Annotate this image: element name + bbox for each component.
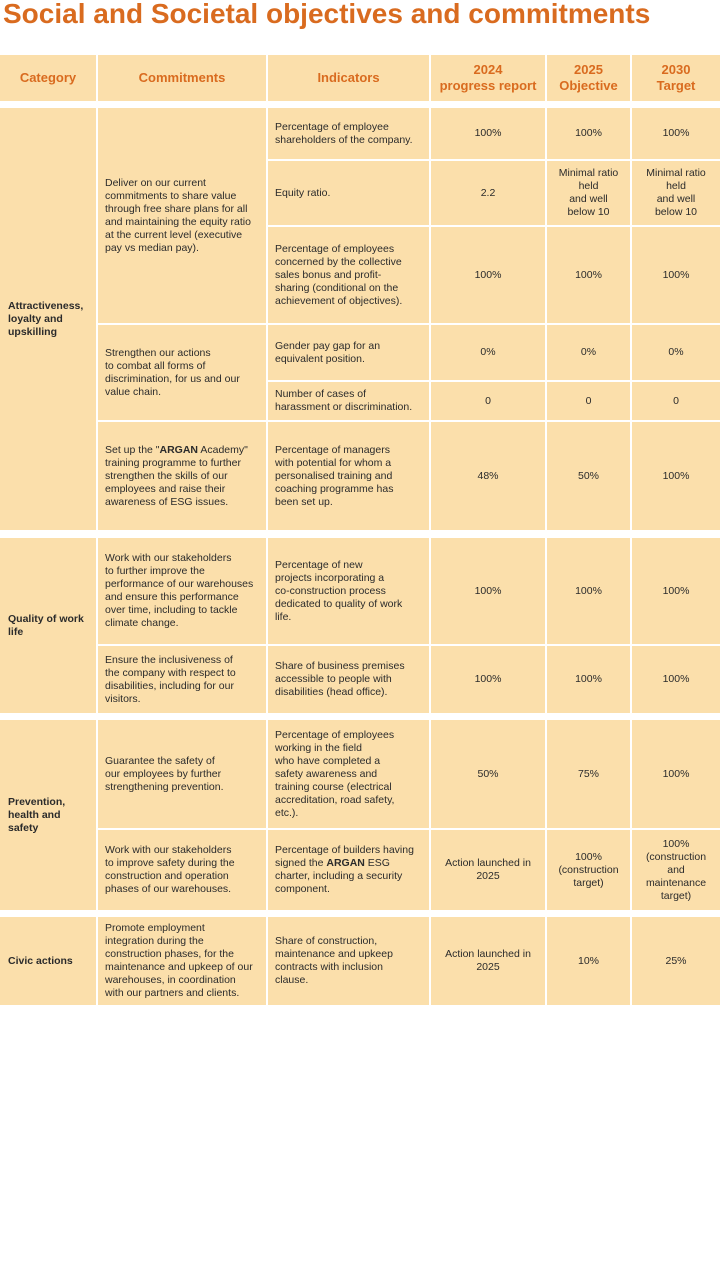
value-2025: 100% <box>547 646 630 713</box>
value-2024: 0 <box>431 382 545 420</box>
commitment-employee-safety: Guarantee the safety of our employees by further strengthening prevention. <box>98 720 266 828</box>
value-2030: 100% <box>632 422 720 530</box>
indicator-co-construction: Percentage of new projects incorporating a co-construction process dedicated to quality of work life. <box>268 538 429 644</box>
value-2030: 100% <box>632 227 720 323</box>
commitment-construction-safety: Work with our stakeholders to improve safety during the construction and operation phases of our warehouses. <box>98 830 266 910</box>
value-2025: 75% <box>547 720 630 828</box>
header-category: Category <box>0 55 96 101</box>
commitment-stakeholders-performance: Work with our stakeholders to further improve the performance of our warehouses and ensure this performance over time, including to tackle climate change. <box>98 538 266 644</box>
value-2025: 10% <box>547 917 630 1005</box>
header-commitments: Commitments <box>98 55 266 101</box>
value-2030: 100% <box>632 538 720 644</box>
value-2025: 100% <box>547 538 630 644</box>
value-2025: 0 <box>547 382 630 420</box>
category-attractiveness: Attractiveness, loyalty and upskilling <box>0 108 96 530</box>
commitment-share-value: Deliver on our current commitments to share value through free share plans for all and maintaining the equity ratio at the current level (executive pay vs median pay). <box>98 108 266 323</box>
page-title: Social and Societal objectives and commitments <box>3 0 651 29</box>
indicator-harassment-cases: Number of cases of harassment or discrimination. <box>268 382 429 420</box>
value-2025: 100% (construction target) <box>547 830 630 910</box>
indicator-builders-charter <box>268 830 429 910</box>
commitment-academy-text: Set up the "ARGAN Academy" training programme to further strengthen the skills of our employees and raise their awareness of ESG issues. <box>105 443 248 508</box>
indicator-employee-shareholders: Percentage of employee shareholders of the company. <box>268 108 429 159</box>
value-2025: 0% <box>547 325 630 380</box>
value-2024: 50% <box>431 720 545 828</box>
category-prevention-health-safety: Prevention, health and safety <box>0 720 96 910</box>
indicator-equity-ratio: Equity ratio. <box>268 161 429 225</box>
header-target-2030: 2030 Target <box>632 55 720 101</box>
header-progress-2024: 2024 progress report <box>431 55 545 101</box>
indicator-gender-pay-gap: Gender pay gap for an equivalent position. <box>268 325 429 380</box>
value-2024: 100% <box>431 227 545 323</box>
indicator-inclusion-clause: Share of construction, maintenance and upkeep contracts with inclusion clause. <box>268 917 429 1005</box>
value-2030: 0% <box>632 325 720 380</box>
indicator-builders-charter-text: Percentage of builders having signed the ARGAN ESG charter, including a security component. <box>275 844 414 895</box>
commitment-employment-integration: Promote employment integration during the construction phases, for the maintenance and upkeep of our warehouses, in coordination with our partners and clients. <box>98 917 266 1005</box>
header-objective-2025: 2025 Objective <box>547 55 630 101</box>
commitment-academy <box>98 422 266 530</box>
value-2030: 100% <box>632 108 720 159</box>
value-2030: 100% <box>632 646 720 713</box>
indicator-safety-training: Percentage of employees working in the field who have completed a safety awareness and training course (electrical accreditation, road safety, etc.). <box>268 720 429 828</box>
value-2025: 100% <box>547 227 630 323</box>
value-2025: Minimal ratio held and well below 10 <box>547 161 630 225</box>
value-2024: Action launched in 2025 <box>431 830 545 910</box>
value-2025: 100% <box>547 108 630 159</box>
indicator-premises-accessible: Share of business premises accessible to people with disabilities (head office). <box>268 646 429 713</box>
indicator-sales-bonus: Percentage of employees concerned by the collective sales bonus and profit- sharing (conditional on the achievement of objectives). <box>268 227 429 323</box>
category-quality-of-work-life: Quality of work life <box>0 538 96 713</box>
value-2025: 50% <box>547 422 630 530</box>
value-2030: 100% (construction and maintenance target) <box>632 830 720 910</box>
value-2030: 0 <box>632 382 720 420</box>
category-civic-actions: Civic actions <box>0 917 96 1005</box>
commitment-discrimination: Strengthen our actions to combat all forms of discrimination, for us and our value chain. <box>98 325 266 420</box>
value-2024: 2.2 <box>431 161 545 225</box>
value-2024: 48% <box>431 422 545 530</box>
indicator-managers-training: Percentage of managers with potential for whom a personalised training and coaching programme has been set up. <box>268 422 429 530</box>
value-2030: Minimal ratio held and well below 10 <box>632 161 720 225</box>
value-2030: 25% <box>632 917 720 1005</box>
header-indicators: Indicators <box>268 55 429 101</box>
value-2024: 100% <box>431 108 545 159</box>
value-2030: 100% <box>632 720 720 828</box>
commitment-inclusiveness: Ensure the inclusiveness of the company with respect to disabilities, including for our visitors. <box>98 646 266 713</box>
value-2024: 0% <box>431 325 545 380</box>
value-2024: 100% <box>431 646 545 713</box>
value-2024: 100% <box>431 538 545 644</box>
value-2024: Action launched in 2025 <box>431 917 545 1005</box>
